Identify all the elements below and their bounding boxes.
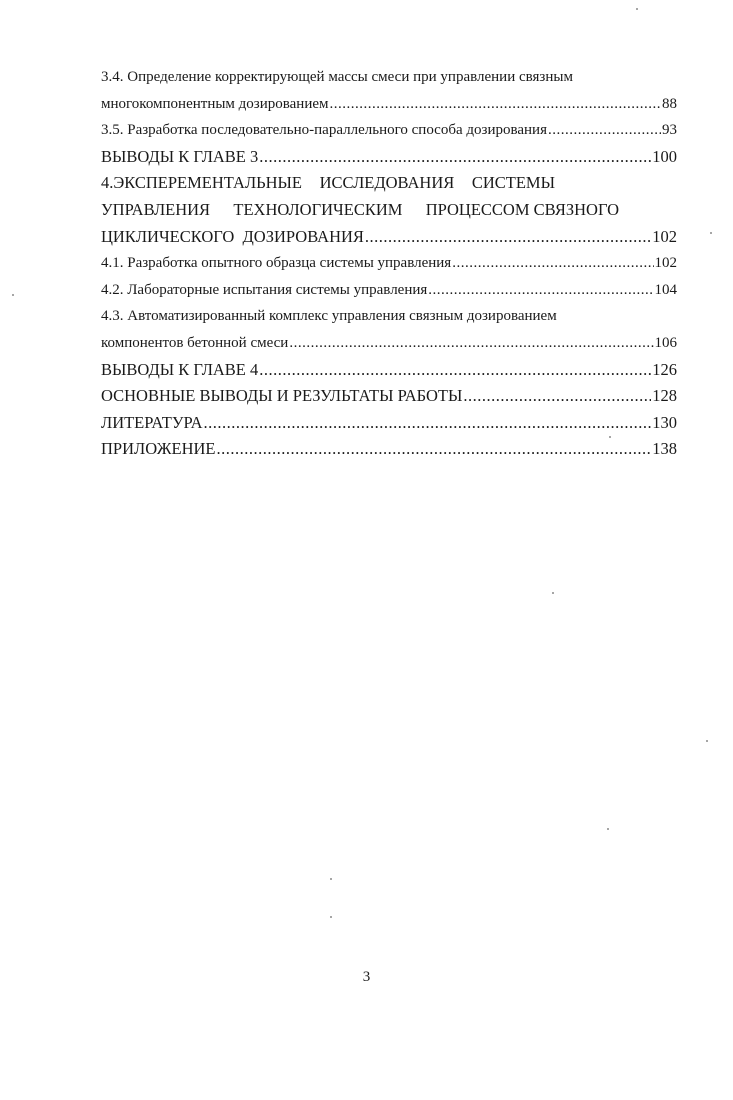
- toc-page-number: 93: [662, 122, 677, 139]
- chapter-heading-word: СИСТЕМЫ: [471, 173, 555, 193]
- toc-page-number: 128: [652, 386, 677, 406]
- dot-leader: [259, 144, 651, 171]
- toc-entry-3-5[interactable]: [101, 117, 677, 144]
- toc-chapter-4-line3[interactable]: [101, 224, 677, 251]
- toc-page-number: 106: [654, 334, 677, 351]
- scan-speck: [607, 828, 609, 830]
- toc-entry-title: ЛИТЕРАТУРА: [101, 412, 203, 432]
- chapter-heading-word: 4.ЭКСПЕРЕМЕНТАЛЬНЫЕ: [101, 173, 303, 193]
- scan-speck: [330, 878, 332, 880]
- dot-leader: [330, 91, 661, 118]
- dot-leader: [463, 383, 651, 410]
- toc-entry-title: 4.2. Лабораторные испытания системы управления: [101, 281, 428, 298]
- scan-speck: [710, 232, 712, 234]
- toc-entry-3-4-line2[interactable]: [101, 91, 677, 118]
- dot-leader: [365, 224, 651, 251]
- toc-main-conclusions[interactable]: [101, 383, 677, 410]
- toc-page-number: 130: [652, 412, 677, 432]
- scan-speck: [552, 592, 554, 594]
- toc-entry-4-2[interactable]: [101, 277, 677, 304]
- dot-leader: [289, 330, 653, 357]
- chapter-heading-word: УПРАВЛЕНИЯ: [101, 199, 211, 219]
- toc-literature[interactable]: [101, 410, 677, 437]
- toc-entry-title: ВЫВОДЫ К ГЛАВЕ 4: [101, 359, 259, 379]
- table-of-contents: [101, 64, 677, 463]
- toc-entry-title: ПРИЛОЖЕНИЕ: [101, 439, 216, 459]
- toc-entry-4-3-line1: [101, 303, 677, 330]
- toc-page-number: 88: [662, 95, 677, 112]
- toc-entry-title: многокомпонентным дозированием: [101, 95, 329, 112]
- toc-entry-title: 3.4. Определение корректирующей массы смеси при управлении связным: [101, 69, 573, 85]
- toc-entry-title: 4.3. Автоматизированный комплекс управления связным дозированием: [101, 308, 557, 325]
- toc-entry-4-1[interactable]: [101, 250, 677, 277]
- toc-page-number: 126: [652, 359, 677, 379]
- dot-leader: [216, 436, 651, 463]
- toc-appendix[interactable]: [101, 436, 677, 463]
- scan-speck: [706, 740, 708, 742]
- chapter-heading-word: ПРОЦЕССОМ СВЯЗНОГО: [425, 199, 619, 219]
- scan-speck: [636, 8, 638, 10]
- dot-leader: [428, 277, 653, 304]
- chapter-heading-word: ТЕХНОЛОГИЧЕСКИМ: [233, 199, 403, 219]
- toc-entry-3-4-line1: [101, 64, 677, 91]
- toc-chapter-4-line1: [101, 170, 555, 197]
- dot-leader: [548, 117, 661, 144]
- toc-conclusions-chapter-3[interactable]: [101, 144, 677, 171]
- scan-speck: [330, 916, 332, 918]
- scan-speck: [609, 436, 611, 438]
- toc-page-number: 104: [654, 281, 677, 298]
- toc-page-number: 102: [652, 226, 677, 246]
- toc-page-number: 138: [652, 439, 677, 459]
- toc-entry-4-3-line2[interactable]: [101, 330, 677, 357]
- scan-speck: [12, 294, 14, 296]
- chapter-heading-word: ИССЛЕДОВАНИЯ: [319, 173, 455, 193]
- toc-chapter-4-line2: [101, 197, 619, 224]
- dot-leader: [452, 250, 653, 277]
- toc-conclusions-chapter-4[interactable]: [101, 357, 677, 384]
- toc-page-number: 102: [654, 255, 677, 272]
- toc-entry-title: ЦИКЛИЧЕСКОГО ДОЗИРОВАНИЯ: [101, 226, 364, 246]
- dot-leader: [204, 410, 652, 437]
- toc-entry-title: 4.1. Разработка опытного образца системы управления: [101, 255, 452, 272]
- page-number: 3: [362, 969, 371, 985]
- toc-entry-title: компонентов бетонной смеси: [101, 334, 289, 351]
- toc-entry-title: ОСНОВНЫЕ ВЫВОДЫ И РЕЗУЛЬТАТЫ РАБОТЫ: [101, 386, 463, 406]
- toc-entry-title: 3.5. Разработка последовательно-параллельного способа дозирования: [101, 122, 547, 139]
- toc-entry-title: ВЫВОДЫ К ГЛАВЕ 3: [101, 146, 259, 166]
- dot-leader: [259, 357, 651, 384]
- toc-page-number: 100: [652, 146, 677, 166]
